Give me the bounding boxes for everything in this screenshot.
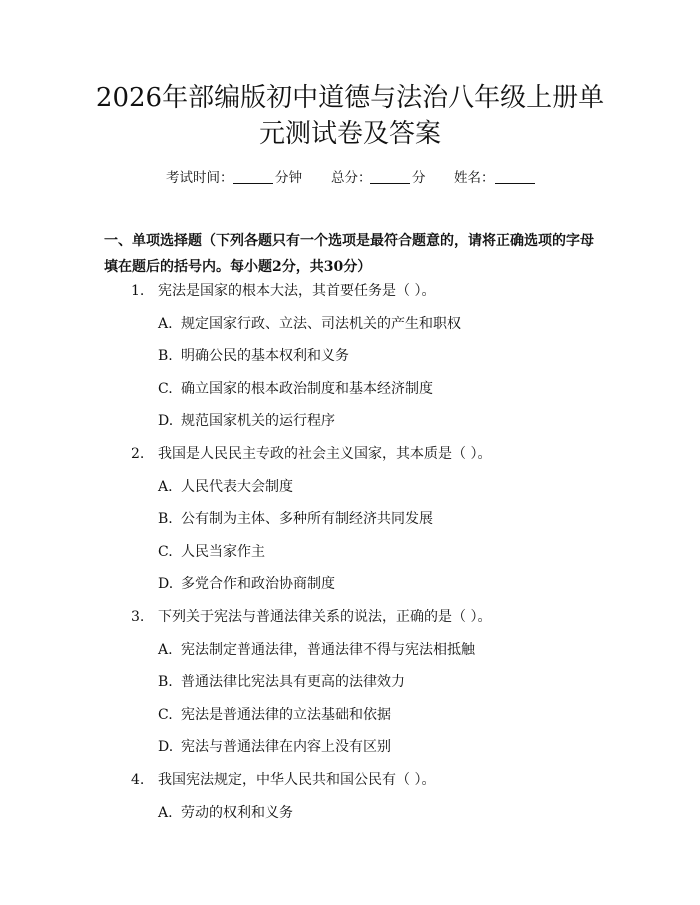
option-text: 规定国家行政、立法、司法机关的产生和职权 [181, 315, 461, 332]
option-letter: A. [158, 804, 173, 821]
option-text: 确立国家的根本政治制度和基本经济制度 [181, 380, 433, 397]
question-number: 2. [131, 446, 145, 462]
option-text: 规范国家机关的运行程序 [181, 413, 335, 430]
option-letter: A. [158, 641, 173, 658]
option-letter: D. [158, 576, 174, 593]
option-text: 公有制为主体、多种所有制经济共同发展 [181, 511, 433, 528]
option-letter: A. [158, 315, 173, 332]
option-letter: C. [158, 706, 173, 723]
question-number: 3. [131, 609, 145, 625]
document-title-line-1: 2026年部编版初中道德与法治八年级上册单 [95, 83, 605, 113]
option-text: 宪法与普通法律在内容上没有区别 [181, 739, 391, 756]
section-heading: 一、单项选择题（下列各题只有一个选项是最符合题意的，请将正确选项的字母填在题后的括号内。每小题2分，共30分） [104, 233, 594, 275]
option-text: 宪法是普通法律的立法基础和依据 [181, 706, 391, 723]
question-stem: 下列关于宪法与普通法律关系的说法，正确的是（ ）。 [158, 609, 492, 625]
option-text: 人民当家作主 [181, 543, 265, 560]
time-label: 考试时间： [166, 170, 234, 186]
time-unit: 分钟 [275, 170, 302, 186]
question-stem: 我国是人民民主专政的社会主义国家，其本质是（ ）。 [158, 446, 492, 462]
score-blank [370, 168, 410, 190]
option-letter: C. [158, 543, 173, 560]
option-text: 宪法制定普通法律，普通法律不得与宪法相抵触 [181, 641, 475, 658]
name-label: 姓名： [454, 170, 495, 186]
option-text: 普通法律比宪法具有更高的法律效力 [181, 674, 405, 691]
score-unit: 分 [412, 170, 426, 186]
question-stem: 我国宪法规定，中华人民共和国公民有（ ）。 [158, 772, 436, 788]
option-letter: B. [158, 348, 173, 365]
option-letter: B. [158, 511, 173, 528]
name-blank [495, 168, 535, 190]
document-title-line-2: 元测试卷及答案 [258, 119, 441, 149]
option-text: 劳动的权利和义务 [181, 804, 293, 821]
option-text: 多党合作和政治协商制度 [181, 576, 335, 593]
option-letter: D. [158, 739, 174, 756]
question-stem: 宪法是国家的根本大法，其首要任务是（ ）。 [158, 283, 436, 299]
question-number: 1. [131, 283, 145, 299]
option-text: 明确公民的基本权利和义务 [181, 348, 349, 365]
option-letter: A. [158, 478, 173, 495]
score-label: 总分： [331, 170, 372, 186]
option-letter: B. [158, 674, 173, 691]
option-letter: D. [158, 413, 174, 430]
option-text: 人民代表大会制度 [181, 478, 293, 495]
time-blank [233, 168, 273, 190]
option-letter: C. [158, 380, 173, 397]
question-number: 4. [131, 772, 145, 788]
